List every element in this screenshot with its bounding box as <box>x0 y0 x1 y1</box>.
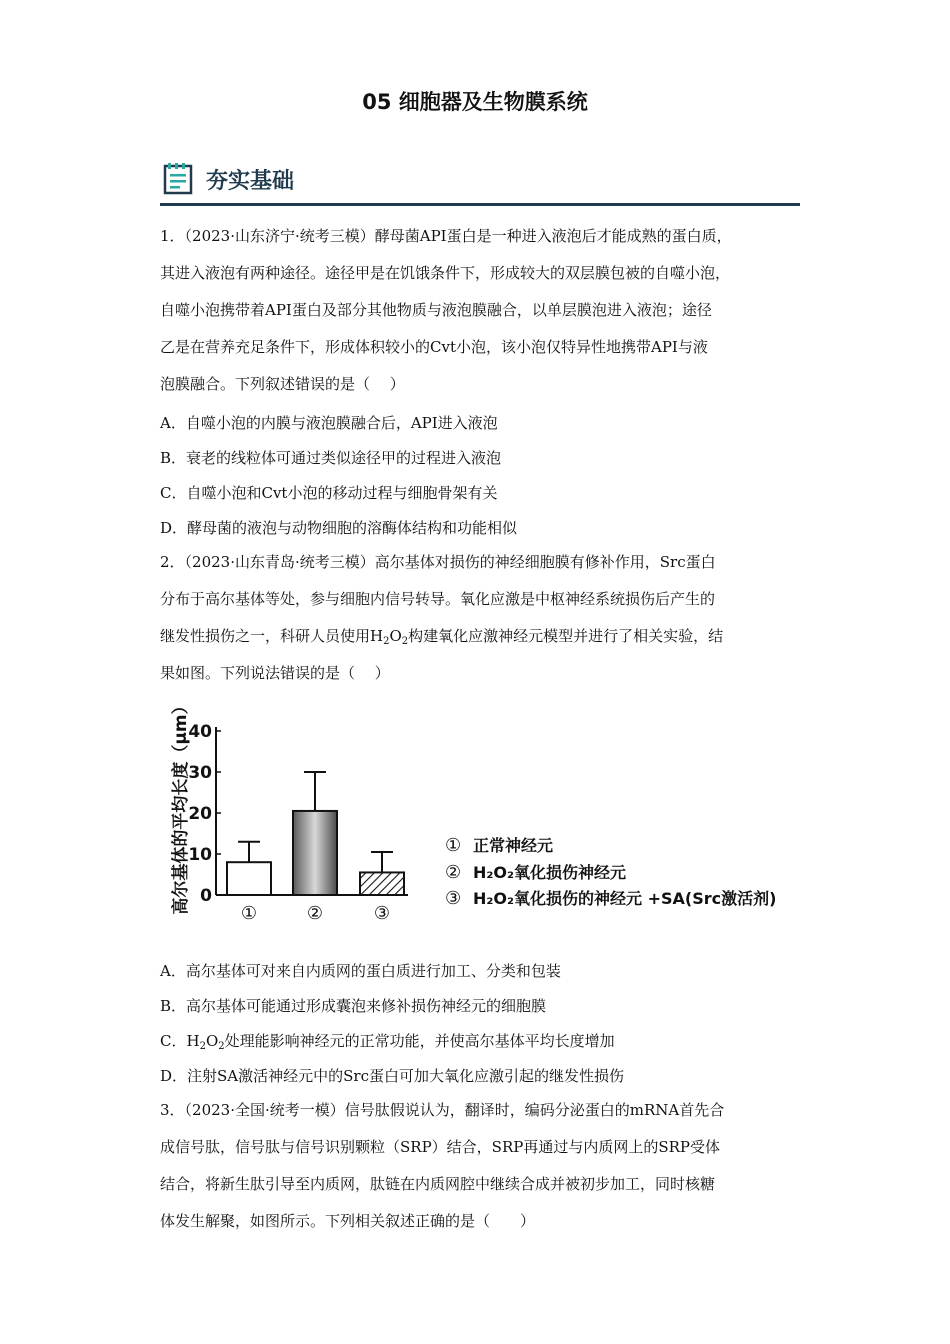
question-2-option-c[interactable]: C．$H_2O_2$处理能影响神经元的正常功能，并使高尔基体平均长度增加 <box>160 1032 615 1052</box>
question-1-line: 1．（2023·山东济宁·统考三模）酵母菌API蛋白是一种进入液泡后才能成熟的蛋白质， <box>160 227 732 245</box>
x-tick-label: ③ <box>373 903 391 924</box>
y-tick-label: 40 <box>188 722 212 742</box>
notepad-icon <box>162 162 198 196</box>
question-1-line: 乙是在营养充足条件下，形成体积较小的Cvt小泡，该小泡仅特异性地携带API与液 <box>160 338 708 356</box>
bar <box>360 872 404 895</box>
question-2-option-d[interactable]: D．注射SA激活神经元中的Src蛋白可加大氧化应激引起的继发性损伤 <box>160 1067 624 1085</box>
legend-marker: ① <box>445 835 462 856</box>
question-1-option-d[interactable]: D．酵母菌的液泡与动物细胞的溶酶体结构和功能相似 <box>160 519 518 537</box>
question-2-line: 分布于高尔基体等处，参与细胞内信号转导。氧化应激是中枢神经系统损伤后产生的 <box>160 590 716 608</box>
section-divider <box>160 203 800 206</box>
question-3-line: 结合，将新生肽引导至内质网，肽链在内质网腔中继续合成并被初步加工，同时核糖 <box>160 1175 716 1193</box>
y-tick-label: 30 <box>188 763 212 783</box>
question-2-stem <box>160 544 800 692</box>
golgi-length-bar-chart <box>160 696 800 926</box>
question-3-stem <box>160 1092 800 1240</box>
y-axis-label: 高尔基体的平均长度（μm） <box>171 697 191 915</box>
page-title: 05 细胞器及生物膜系统 <box>362 90 588 114</box>
y-tick-label: 10 <box>188 845 212 865</box>
plot-area <box>170 697 776 924</box>
question-3-line: 体发生解聚，如图所示。下列相关叙述正确的是（ ） <box>160 1212 536 1230</box>
question-2-option-b[interactable]: B．高尔基体可能通过形成囊泡来修补损伤神经元的细胞膜 <box>160 997 547 1015</box>
legend-marker: ② <box>445 862 462 883</box>
question-1-option-a[interactable]: A．自噬小泡的内膜与液泡膜融合后，API进入液泡 <box>160 414 498 432</box>
bar <box>227 862 271 895</box>
legend-label: H₂O₂氧化损伤神经元 <box>473 863 627 882</box>
x-tick-label: ② <box>306 903 324 924</box>
legend-label: H₂O₂氧化损伤的神经元 +SA(Src激活剂) <box>473 889 777 908</box>
y-tick-label: 0 <box>200 886 212 906</box>
y-tick-label: 20 <box>188 804 212 824</box>
bar <box>293 811 337 895</box>
legend-marker: ③ <box>445 888 462 909</box>
question-2-option-a[interactable]: A．高尔基体可对来自内质网的蛋白质进行加工、分类和包装 <box>160 962 561 980</box>
legend-label: 正常神经元 <box>473 836 554 855</box>
question-2-line: 2．（2023·山东青岛·统考三模）高尔基体对损伤的神经细胞膜有修补作用，Src蛋白 <box>160 553 716 571</box>
question-1-option-c[interactable]: C．自噬小泡和Cvt小泡的移动过程与细胞骨架有关 <box>160 484 498 502</box>
section-header <box>160 160 800 208</box>
question-2-line: 继发性损伤之一，科研人员使用$H_2O_2$构建氧化应激神经元模型并进行了相关实验，结 <box>160 627 724 647</box>
question-1-line: 其进入液泡有两种途径。途径甲是在饥饿条件下，形成较大的双层膜包被的自噬小泡， <box>160 264 731 282</box>
x-tick-label: ① <box>240 903 258 924</box>
question-3-line: 成信号肽，信号肽与信号识别颗粒（SRP）结合，SRP再通过与内质网上的SRP受体 <box>160 1138 720 1156</box>
question-1-line: 泡膜融合。下列叙述错误的是（ ） <box>160 375 405 393</box>
question-3-line: 3．（2023·全国·统考一模）信号肽假说认为，翻译时，编码分泌蛋白的mRNA首先合 <box>160 1101 725 1119</box>
section-label: 夯实基础 <box>206 169 295 194</box>
question-1-stem <box>160 218 800 403</box>
question-2-line: 果如图。下列说法错误的是（ ） <box>160 664 390 682</box>
question-1-line: 自噬小泡携带着API蛋白及部分其他物质与液泡膜融合，以单层膜泡进入液泡；途径 <box>160 301 712 319</box>
question-1-option-b[interactable]: B．衰老的线粒体可通过类似途径甲的过程进入液泡 <box>160 449 502 467</box>
